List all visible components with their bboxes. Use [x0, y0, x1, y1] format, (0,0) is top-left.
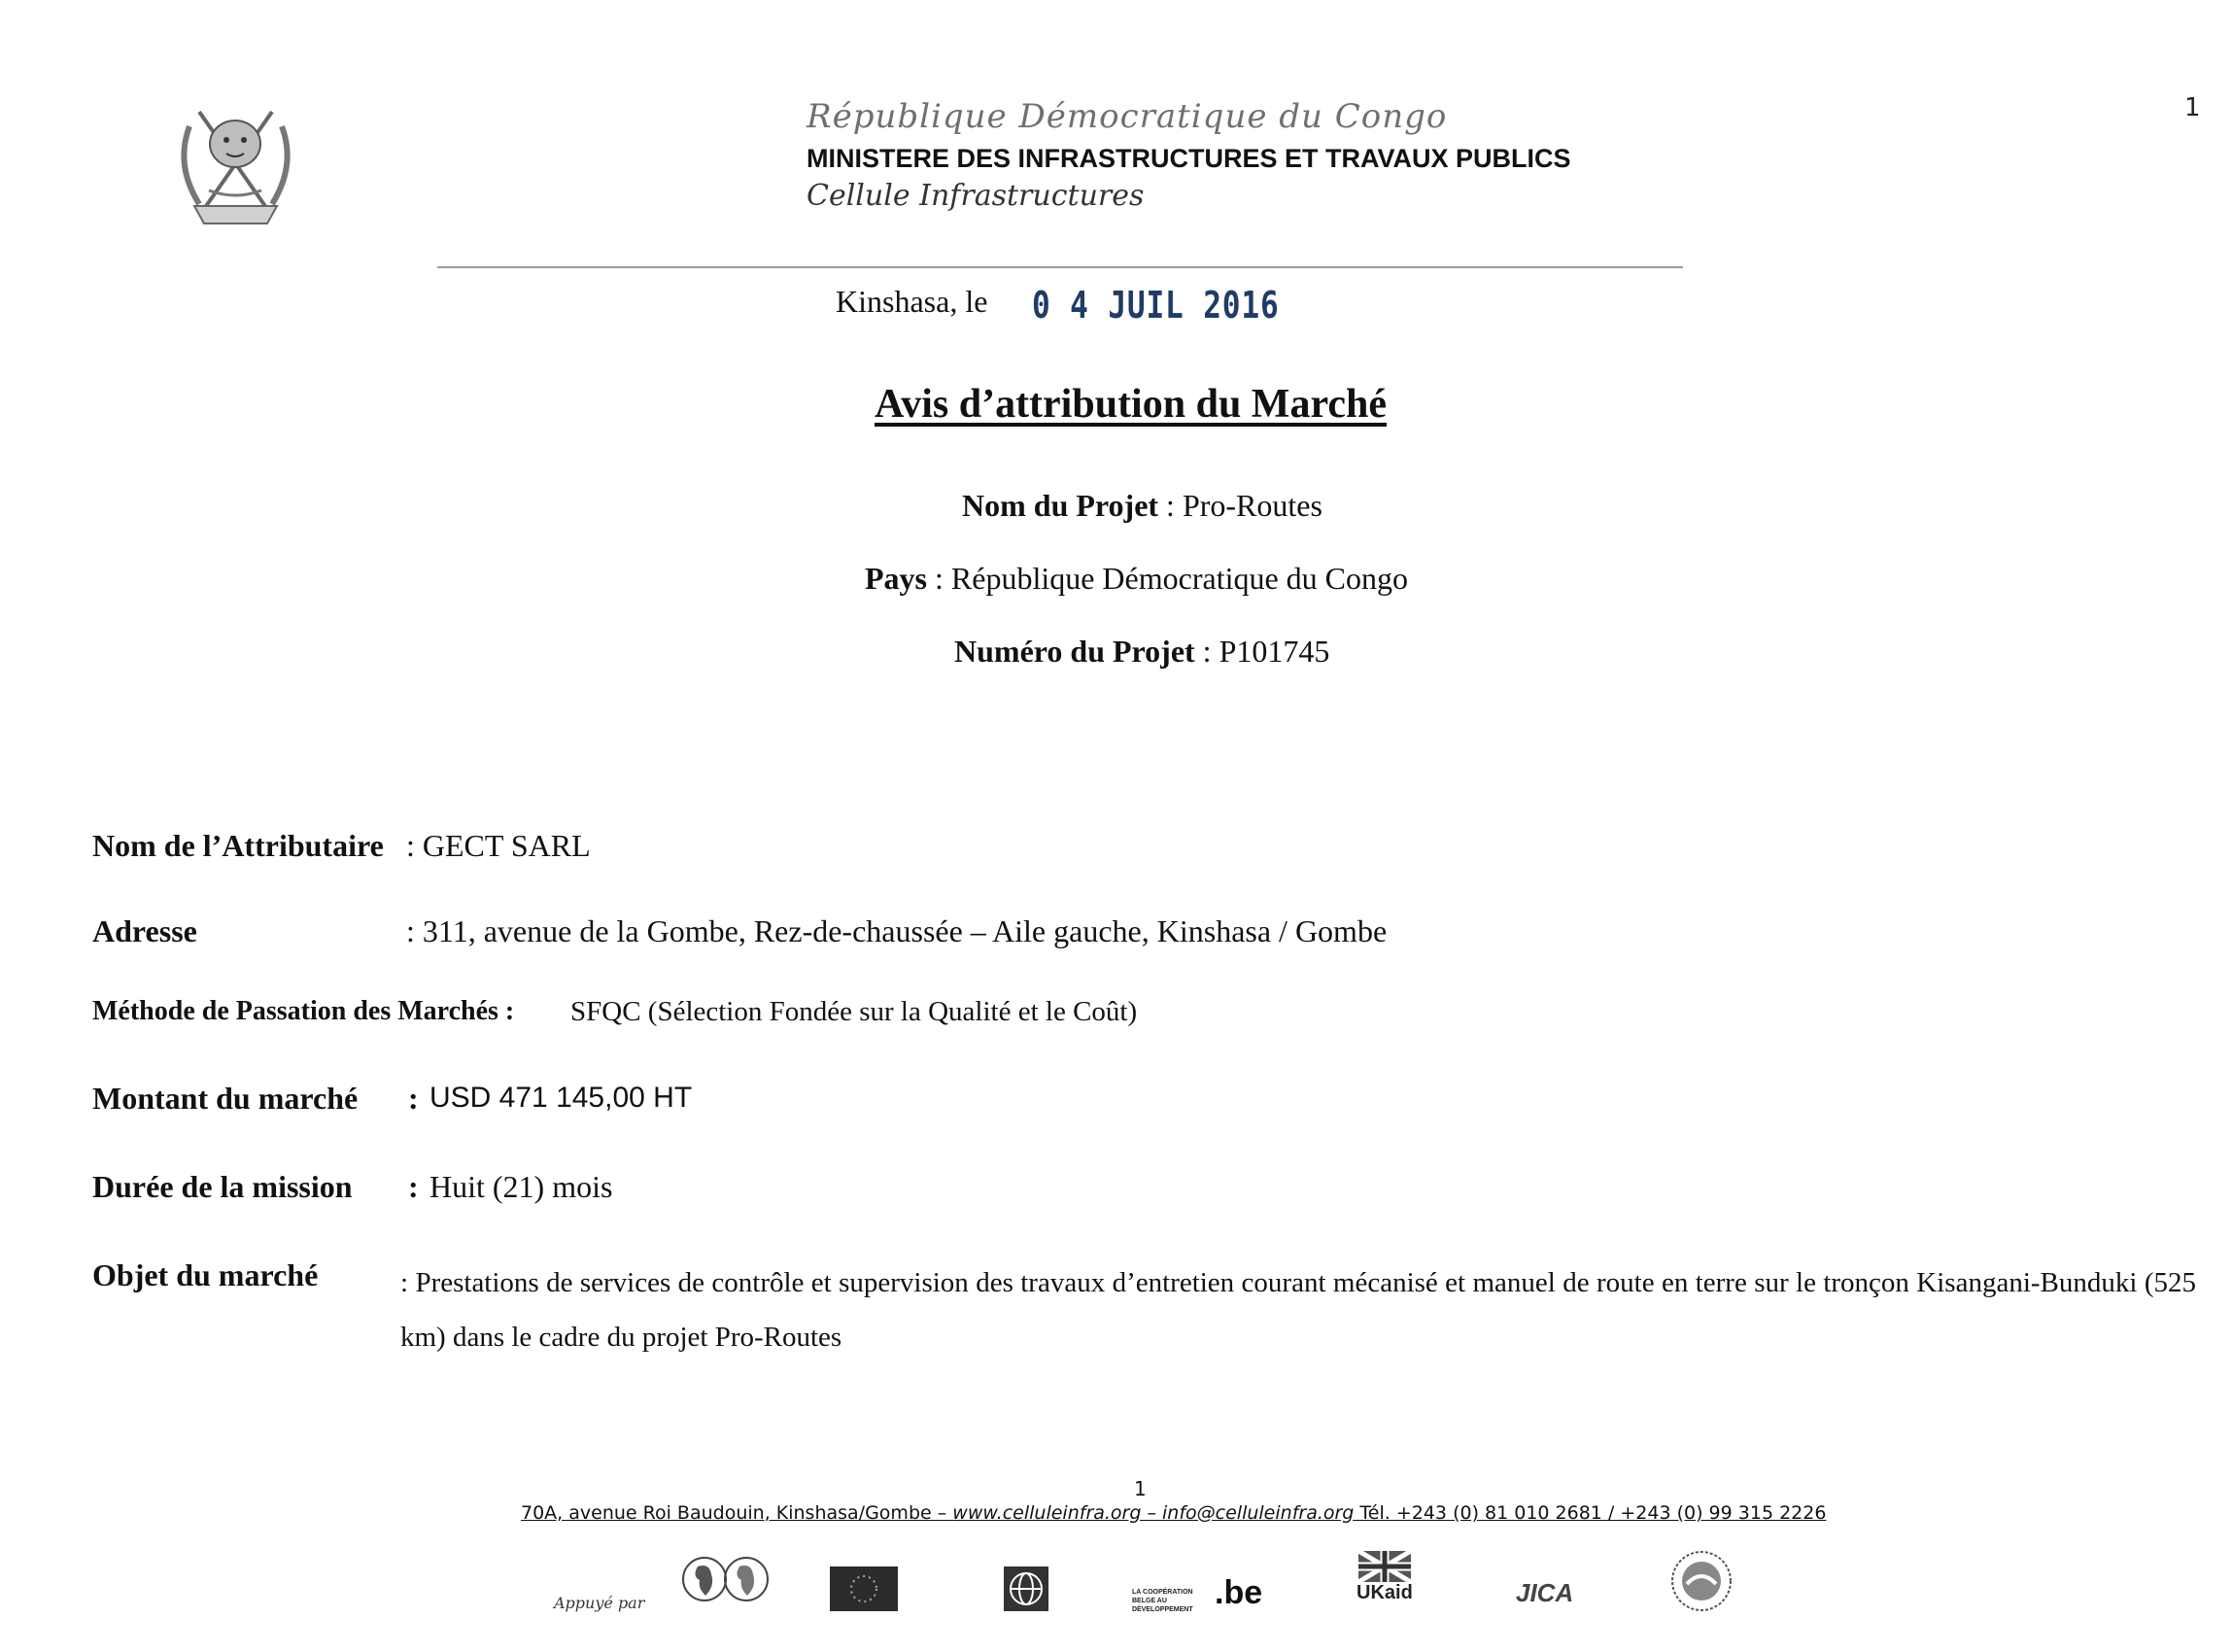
- header-divider: [437, 266, 1683, 268]
- world-bank-logo: [1004, 1566, 1048, 1616]
- duree-colon: :: [408, 1169, 419, 1204]
- footer-address: [521, 1502, 1826, 1524]
- duree-label: Durée de la mission: [92, 1169, 353, 1204]
- page-number-top: 1: [2184, 93, 2201, 122]
- project-country-value: : République Démocratique du Congo: [927, 561, 1409, 596]
- coat-of-arms-emblem: [170, 97, 301, 233]
- methode-label: Méthode de Passation des Marchés :: [92, 996, 515, 1026]
- footer-email-link[interactable]: info@celluleinfra.org: [1162, 1502, 1355, 1524]
- project-number-line: [954, 634, 1329, 670]
- adresse-value: : 311, avenue de la Gombe, Rez-de-chaussée – Aile gauche, Kinshasa / Gombe: [406, 913, 1388, 948]
- footer-separator: –: [1141, 1502, 1163, 1524]
- montant-label: Montant du marché: [92, 1081, 359, 1116]
- project-name-label: Nom du Projet: [962, 488, 1159, 523]
- header-country: République Démocratique du Congo: [807, 97, 1448, 136]
- belgian-cooperation-text: LA COOPÉRATION BELGE AU DÉVELOPPEMENT: [1132, 1589, 1193, 1613]
- methode-value: SFQC (Sélection Fondée sur la Qualité et le Coût): [570, 996, 1138, 1027]
- project-name-line: [962, 488, 1322, 524]
- project-country-label: Pays: [865, 561, 927, 596]
- objet-value: : Prestations de services de contrôle et supervision des travaux d’entretien courant mécanisé et manuel de route en terre sur le tronçon Kisangani-Bunduki (525 km) dans le cadre du projet Pro-Routes: [400, 1267, 2196, 1353]
- page-number-bottom: 1: [1134, 1477, 1147, 1500]
- header-ministry: MINISTERE DES INFRASTRUCTURES ET TRAVAUX PUBLICS: [807, 144, 1571, 173]
- project-name-value: : Pro-Routes: [1158, 488, 1322, 523]
- adresse-label: Adresse: [92, 913, 197, 948]
- supported-by-label: Appuyé par: [554, 1594, 645, 1612]
- belgian-cooperation-logo: .be: [1215, 1574, 1263, 1611]
- duree-value: Huit (21) mois: [429, 1169, 613, 1204]
- project-number-value: : P101745: [1194, 634, 1330, 669]
- project-country-line: [865, 561, 1408, 597]
- montant-colon: :: [408, 1081, 419, 1116]
- attributaire-value: : GECT SARL: [406, 828, 591, 863]
- header-cell: Cellule Infrastructures: [807, 179, 1145, 213]
- project-number-label: Numéro du Projet: [954, 634, 1195, 669]
- objet-label: Objet du marché: [92, 1257, 319, 1292]
- footer-address-text: 70A, avenue Roi Baudouin, Kinshasa/Gombe –: [521, 1502, 953, 1524]
- date-label: Kinshasa, le: [836, 284, 988, 319]
- jica-logo: JICA: [1516, 1578, 1574, 1607]
- footer-website-link[interactable]: www.celluleinfra.org: [952, 1502, 1142, 1524]
- date-stamp: 0 4 JUIL 2016: [1032, 284, 1280, 327]
- page-title: Avis d’attribution du Marché: [875, 382, 1387, 427]
- african-union-logo: [680, 1553, 773, 1611]
- montant-value: USD 471 145,00 HT: [429, 1082, 693, 1114]
- footer-phone: Tél. +243 (0) 81 010 2681 / +243 (0) 99 315 2226: [1354, 1502, 1827, 1524]
- partner-seal-logo: [1669, 1549, 1734, 1618]
- eu-flag-logo: [830, 1566, 898, 1616]
- attributaire-label: Nom de l’Attributaire: [92, 828, 384, 863]
- ukaid-logo: UKaid: [1356, 1582, 1413, 1603]
